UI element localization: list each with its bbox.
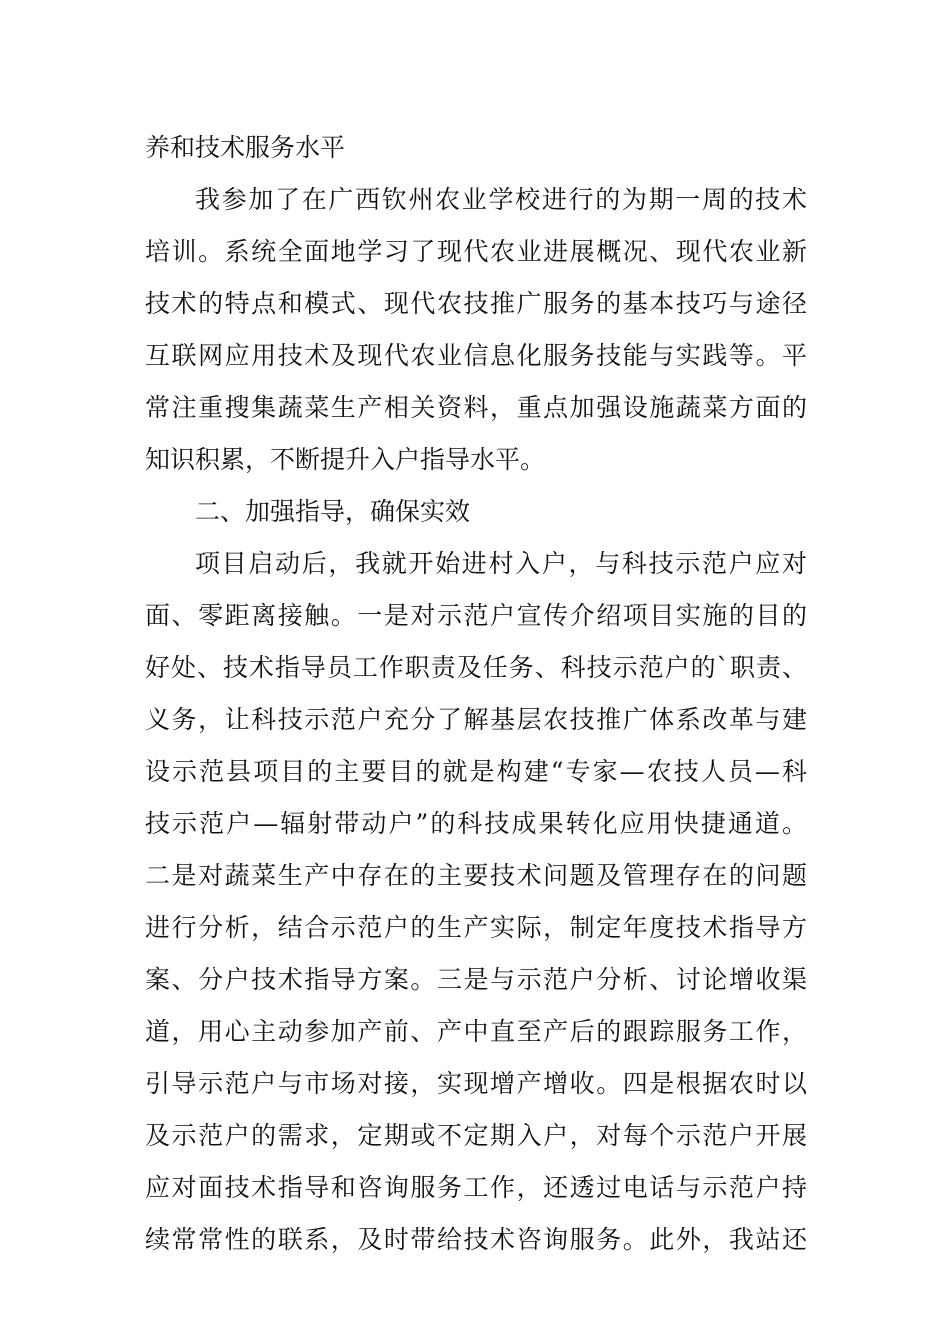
text-line: 知识积累，不断提升入户指导水平。 <box>145 445 546 474</box>
text-line: 设示范县项目的主要目的就是构建“专家—农技人员—科 <box>145 757 807 786</box>
paragraph-first-line: 我参加了在广西钦州农业学校进行的为期一周的技术 <box>195 185 807 214</box>
text-line: 案、分户技术指导方案。三是与示范户分析、讨论增收渠 <box>145 965 807 994</box>
text-line: 进行分析，结合示范户的生产实际，制定年度技术指导方 <box>145 913 807 942</box>
text-line: 互联网应用技术及现代农业信息化服务技能与实践等。平 <box>145 341 807 370</box>
text-line: 技示范户—辐射带动户”的科技成果转化应用快捷通道。 <box>145 809 807 838</box>
text-line: 好处、技术指导员工作职责及任务、科技示范户的`职责、 <box>145 653 807 682</box>
text-line: 二是对蔬菜生产中存在的主要技术问题及管理存在的问题 <box>145 861 807 890</box>
text-line: 技术的特点和模式、现代农技推广服务的基本技巧与途径 <box>145 289 807 318</box>
text-line: 面、零距离接触。一是对示范户宣传介绍项目实施的目的 <box>145 601 807 630</box>
paragraph-first-line: 项目启动后，我就开始进村入户，与科技示范户应对 <box>195 549 807 578</box>
text-line: 应对面技术指导和咨询服务工作，还透过电话与示范户持 <box>145 1173 807 1202</box>
text-line: 养和技术服务水平 <box>145 133 346 162</box>
section-heading: 二、加强指导，确保实效 <box>195 497 471 526</box>
document-body <box>145 122 807 1266</box>
text-line: 道，用心主动参加产前、产中直至产后的跟踪服务工作， <box>145 1017 807 1046</box>
text-line: 义务，让科技示范户充分了解基层农技推广体系改革与建 <box>145 705 807 734</box>
text-line: 续常常性的联系，及时带给技术咨询服务。此外，我站还 <box>145 1225 807 1254</box>
text-line: 培训。系统全面地学习了现代农业进展概况、现代农业新 <box>145 237 807 266</box>
text-line: 常注重搜集蔬菜生产相关资料，重点加强设施蔬菜方面的 <box>145 393 807 422</box>
text-line: 引导示范户与市场对接，实现增产增收。四是根据农时以 <box>145 1069 807 1098</box>
text-line: 及示范户的需求，定期或不定期入户，对每个示范户开展 <box>145 1121 807 1150</box>
